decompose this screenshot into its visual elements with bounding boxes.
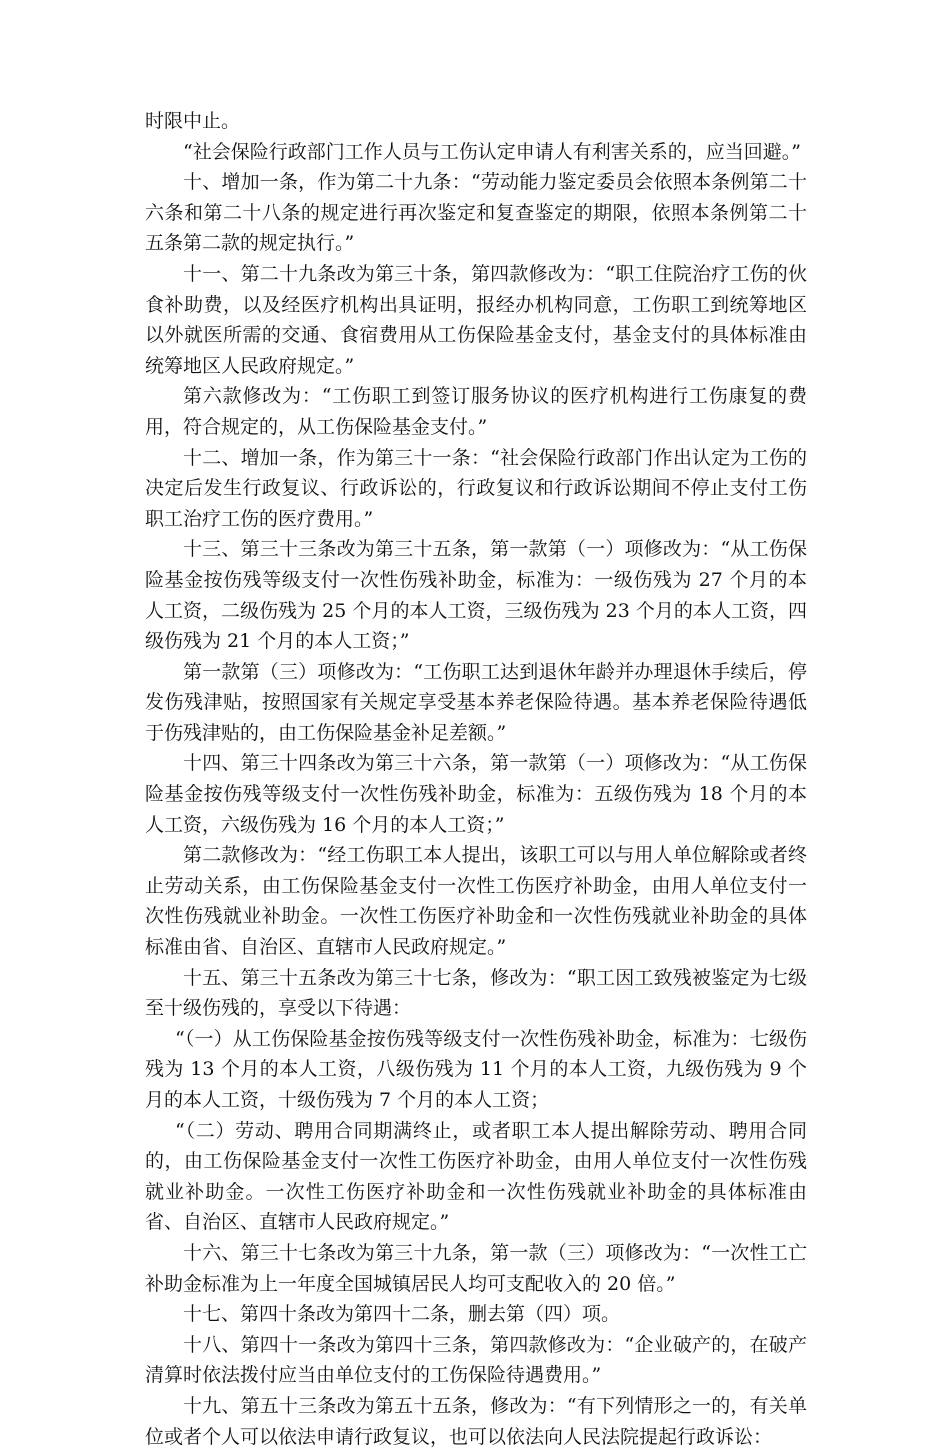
paragraph: 第六款修改为：“工伤职工到签订服务协议的医疗机构进行工伤康复的费用，符合规定的，从工伤保险基金支付。” [145,385,807,438]
paragraph: 十六、第三十七条改为第三十九条，第一款（三）项修改为：“一次性工亡补助金标准为上一年度全国城镇居民人均可支配收入的 20 倍。” [145,1241,807,1295]
paragraph: 十四、第三十四条改为第三十六条，第一款第（一）项修改为：“从工伤保险基金按伤残等级支付一次性伤残补助金，标准为：五级伤残为 18 个月的本人工资，六级伤残为 16 个月的本人工资；” [145,752,807,836]
paragraph: 十、增加一条，作为第二十九条：“劳动能力鉴定委员会依照本条例第二十六条和第二十八条的规定进行再次鉴定和复查鉴定的期限，依照本条例第二十五条第二款的规定执行。” [145,171,807,255]
paragraph: “（二）劳动、聘用合同期满终止，或者职工本人提出解除劳动、聘用合同的，由工伤保险基金支付一次性工伤医疗补助金，由用人单位支付一次性伤残就业补助金。一次性工伤医疗补助金和一次性伤残就业补助金的具体标准由省、自治区、直辖市人民政府规定。” [145,1119,807,1234]
paragraph: 第一款第（三）项修改为：“工伤职工达到退休年龄并办理退休手续后，停发伤残津贴，按照国家有关规定享受基本养老保险待遇。基本养老保险待遇低于伤残津贴的，由工伤保险基金补足差额。” [145,660,807,744]
paragraph: 十二、增加一条，作为第三十一条：“社会保险行政部门作出认定为工伤的决定后发生行政复议、行政诉讼的，行政复议和行政诉讼期间不停止支付工伤职工治疗工伤的医疗费用。” [145,446,807,530]
paragraph: 第二款修改为：“经工伤职工本人提出，该职工可以与用人单位解除或者终止劳动关系，由工伤保险基金支付一次性工伤医疗补助金，由用人单位支付一次性伤残就业补助金。一次性工伤医疗补助金和一次性伤残就业补助金的具体标准由省、自治区、直辖市人民政府规定。” [145,844,807,959]
paragraph: 十七、第四十条改为第四十二条，删去第（四）项。 [183,1303,621,1326]
document-body [145,106,807,1452]
paragraph: 十三、第三十三条改为第三十五条，第一款第（一）项修改为：“从工伤保险基金按伤残等级支付一次性伤残补助金，标准为：一级伤残为 27 个月的本人工资，二级伤残为 25 个月的本人工资，三级伤残为 23 个月的本人工资，四级伤残为 21 个月的本人工资；” [145,538,807,653]
paragraph: 十一、第二十九条改为第三十条，第四款修改为：“职工住院治疗工伤的伙食补助费，以及经医疗机构出具证明，报经办机构同意，工伤职工到统筹地区以外就医所需的交通、食宿费用从工伤保险基金支付，基金支付的具体标准由统筹地区人民政府规定。” [145,262,807,377]
paragraph: “（一）从工伤保险基金按伤残等级支付一次性伤残补助金，标准为：七级伤残为 13 个月的本人工资，八级伤残为 11 个月的本人工资，九级伤残为 9 个月的本人工资，十级伤残为 7 个月的本人工资； [145,1027,807,1111]
paragraph: 十八、第四十一条改为第四十三条，第四款修改为：“企业破产的，在破产清算时依法拨付应当由单位支付的工伤保险待遇费用。” [145,1333,807,1387]
paragraph: 十九、第五十三条改为第五十五条，修改为：“有下列情形之一的，有关单位或者个人可以依法申请行政复议，也可以依法向人民法院提起行政诉讼： [145,1394,807,1448]
paragraph: 时限中止。 [145,110,241,132]
paragraph: 十五、第三十五条改为第三十七条，修改为：“职工因工致残被鉴定为七级至十级伤残的，享受以下待遇： [145,966,807,1020]
paragraph: “社会保险行政部门工作人员与工伤认定申请人有利害关系的，应当回避。” [183,140,801,163]
